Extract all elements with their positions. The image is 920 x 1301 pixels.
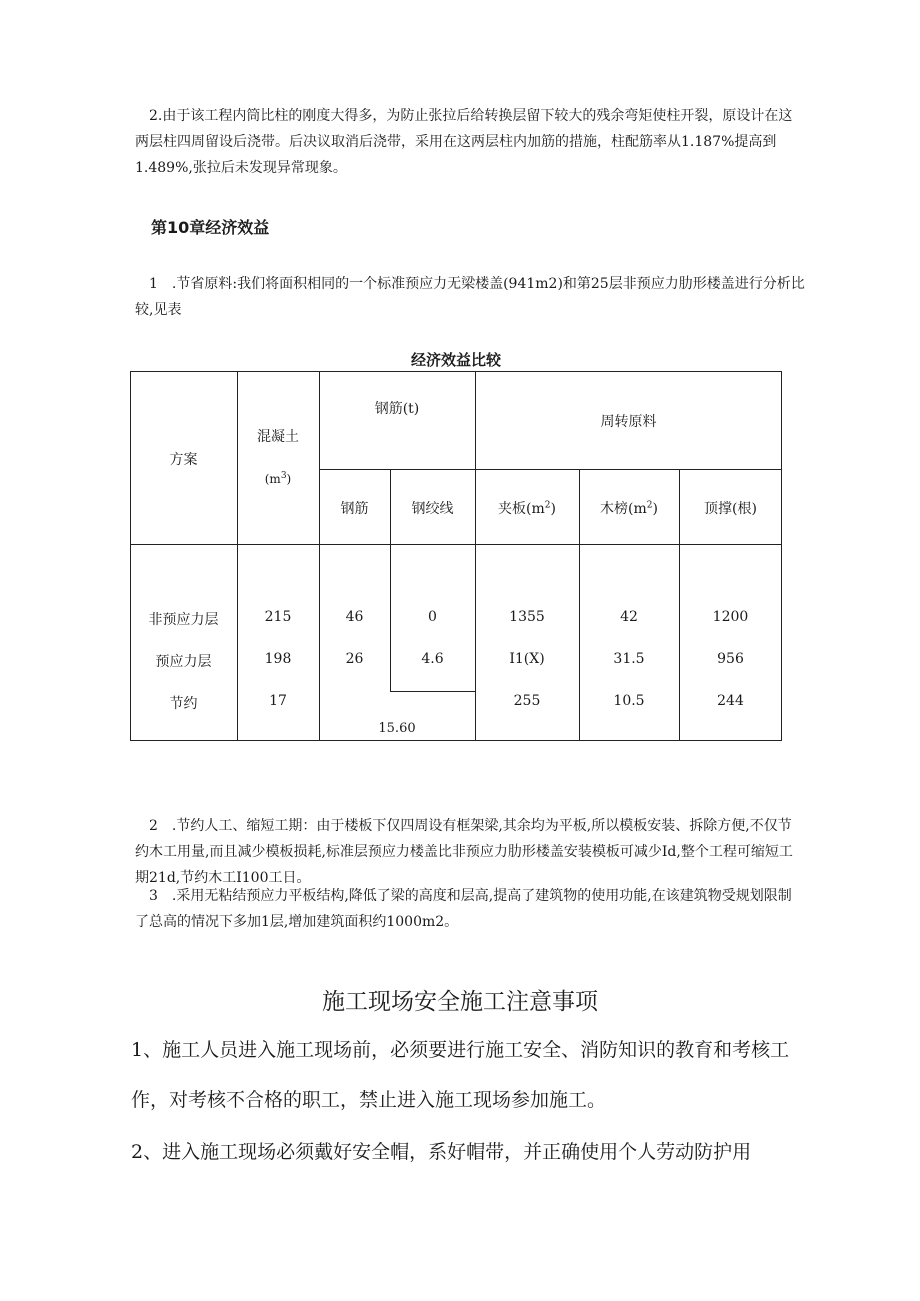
header-steel-group: 钢筋(t) xyxy=(374,401,420,417)
row-prestressed-timber: 31.5 xyxy=(613,651,645,667)
row-non-prestressed-timber: 42 xyxy=(620,609,638,625)
header-concrete: 混凝土 xyxy=(257,429,299,445)
header-plywood: 夹板$(m^2)$ xyxy=(498,500,556,517)
table-col-divider-2 xyxy=(319,371,320,741)
paragraph-unbonded-slab: 3 .采用无粘结预应力平板结构,降低了梁的高度和层高,提高了建筑物的使用功能,在该建筑物受规划限制了总高的情况下多加1层,增加建筑面积约1000m2。 xyxy=(135,888,792,930)
header-concrete-unit: $(m^3)$ xyxy=(264,471,292,486)
table-border-bottom xyxy=(130,740,782,741)
chapter-heading: 第10章经济效益 xyxy=(151,218,270,237)
row-prestressed-plywood: I1(X) xyxy=(509,651,545,667)
row-prestressed-concrete: 198 xyxy=(264,651,292,667)
paragraph-column-reinforcement: 2.由于该工程内筒比柱的刚度大得多，为防止张拉后给转换层留下较大的残余弯矩使柱开裂，原设计在这两层柱四周留设后浇带。后决议取消后浇带，采用在这两层柱内加筋的措施，柱配筋率从1.187%提高到1.489%,张拉后未发现异常现象。 xyxy=(135,108,793,176)
row-non-prestressed-rebar: 46 xyxy=(345,609,364,625)
row-prestressed-strand: 4.6 xyxy=(421,651,444,667)
row-prestressed-props: 956 xyxy=(717,651,744,667)
paragraph-material-savings: 1 .节省原料:我们将面积相同的一个标准预应力无梁楼盖(941m2)和第25层非预应力肋形楼盖进行分析比较,见表 xyxy=(135,276,805,318)
row-non-prestressed-label: 非预应力层 xyxy=(148,612,219,628)
row-non-prestressed-concrete: 215 xyxy=(264,609,292,625)
header-formwork-group: 周转原料 xyxy=(600,414,657,430)
row-savings-props: 244 xyxy=(717,693,744,709)
header-timber: 木榜$(m^2)$ xyxy=(600,500,658,517)
row-non-prestressed-props: 1200 xyxy=(712,609,749,625)
table-rule-savings xyxy=(390,691,475,692)
row-prestressed-rebar: 26 xyxy=(345,651,364,667)
table-title: 经济效益比较 xyxy=(410,351,501,369)
header-rebar: 钢筋 xyxy=(340,501,369,517)
row-savings-concrete: 17 xyxy=(269,693,287,709)
paragraph-labor-savings: 2 .节约人工、缩短工期：由于楼板下仅四周设有框架梁,其余均为平板,所以模板安装、拆除方便,不仅节约木工用量,而且减少模板损耗,标准层预应力楼盖比非预应力肋形楼盖安装模板可减少Id,整个工程可缩短工期21d,节约木工I100工日。 xyxy=(135,818,793,886)
table-border-top xyxy=(130,371,782,372)
row-savings-plywood: 255 xyxy=(513,693,541,709)
table-rule-subheader xyxy=(319,469,782,470)
safety-item-1: 1、施工人员进入施工现场前，必须要进行施工安全、消防知识的教育和考核工作，对考核不合格的职工，禁止进入施工现场参加施工。 xyxy=(131,1039,790,1111)
row-savings-steel: 15.60 xyxy=(378,721,416,736)
table-border-left xyxy=(130,371,131,741)
header-strand: 钢绞线 xyxy=(411,501,454,517)
row-savings-label: 节约 xyxy=(169,696,198,712)
row-savings-timber: 10.5 xyxy=(613,693,645,709)
safety-section-title: 施工现场安全施工注意事项 xyxy=(322,989,598,1015)
safety-item-2: 2、进入施工现场必须戴好安全帽，系好帽带，并正确使用个人劳动防护用 xyxy=(131,1141,752,1163)
header-scheme: 方案 xyxy=(169,452,198,468)
table-rule-header-bottom xyxy=(130,544,782,545)
row-non-prestressed-plywood: 1355 xyxy=(509,609,545,625)
row-prestressed-label: 预应力层 xyxy=(155,654,212,670)
row-non-prestressed-strand: 0 xyxy=(428,609,437,625)
economic-comparison-table xyxy=(130,371,782,741)
header-props: 顶撑(根) xyxy=(704,501,757,517)
